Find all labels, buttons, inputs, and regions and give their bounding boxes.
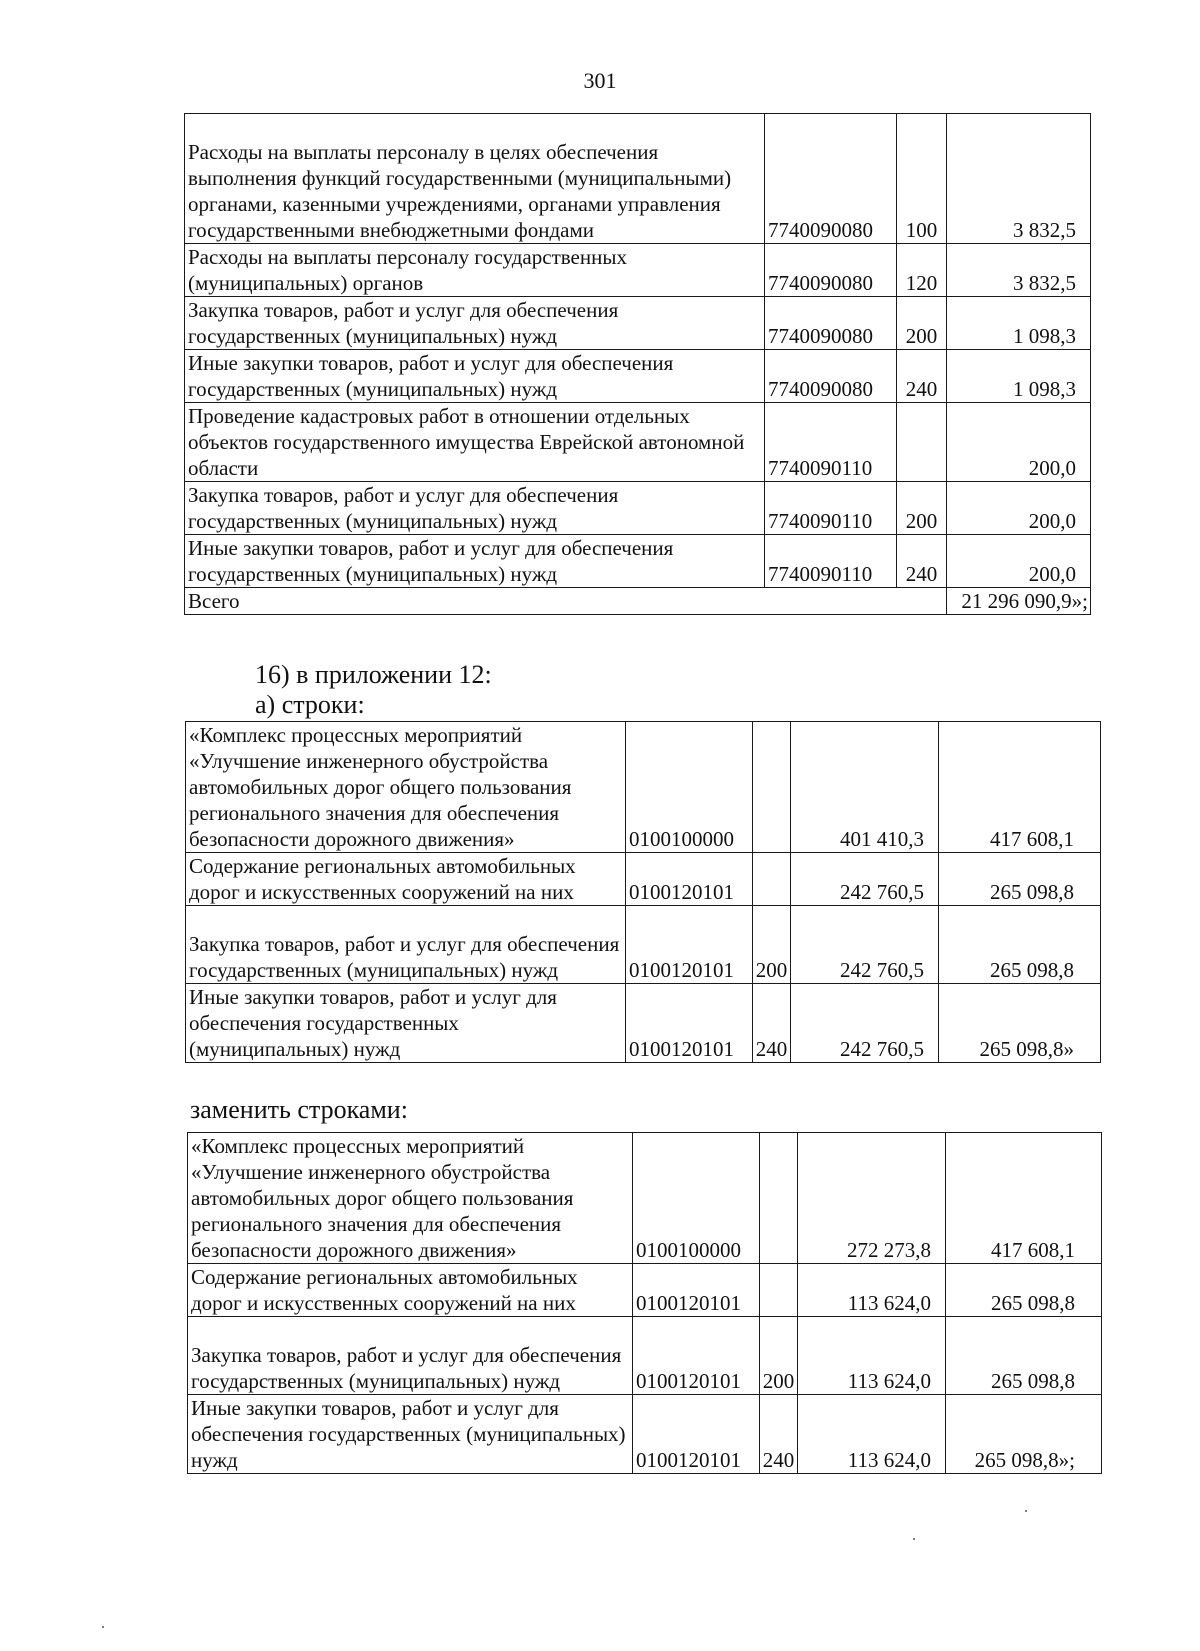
row-vr: 120 <box>897 244 947 297</box>
row-year1: 113 624,0 <box>798 1317 946 1395</box>
row-name: Проведение кадастровых работ в отношении отдельных объектов государственного имущества Еврейской автономной области <box>185 403 765 482</box>
row-code: 0100120101 <box>633 1395 760 1474</box>
row-year2: 265 098,8 <box>946 1264 1102 1317</box>
row-name: Закупка товаров, работ и услуг для обеспечения государственных (муниципальных) нужд <box>185 297 765 350</box>
table-row <box>186 984 1101 1063</box>
row-year2: 265 098,8 <box>939 906 1101 984</box>
row-name: Иные закупки товаров, работ и услуг для обеспечения государственных (муниципальных) нужд <box>185 535 765 588</box>
table-row <box>185 350 1091 403</box>
row-year1: 401 410,3 <box>791 722 939 853</box>
row-code: 7740090110 <box>765 535 897 588</box>
table-row <box>188 1395 1102 1474</box>
row-name: Иные закупки товаров, работ и услуг для обеспечения государственных (муниципальных) нужд <box>186 984 626 1063</box>
row-code: 0100120101 <box>626 906 753 984</box>
row-name: «Комплекс процессных мероприятий «Улучшение инженерного обустройства автомобильных дорог общего пользования регионального значения для обеспечения безопасности дорожного движения» <box>188 1133 633 1264</box>
row-sum: 3 832,5 <box>947 244 1091 297</box>
row-vr <box>753 853 791 906</box>
row-code: 0100120101 <box>633 1264 760 1317</box>
row-code: 0100120101 <box>633 1317 760 1395</box>
row-year2: 417 608,1 <box>939 722 1101 853</box>
row-code: 0100120101 <box>626 984 753 1063</box>
table-row <box>185 297 1091 350</box>
row-year2: 265 098,8»; <box>946 1395 1102 1474</box>
table-row <box>188 1317 1102 1395</box>
page-number: 301 <box>583 68 617 93</box>
table-row <box>185 244 1091 297</box>
table-row <box>186 906 1101 984</box>
table-row <box>185 535 1091 588</box>
row-sum: 1 098,3 <box>947 297 1091 350</box>
row-name: Иные закупки товаров, работ и услуг для обеспечения государственных (муниципальных) нужд <box>185 350 765 403</box>
row-sum: 200,0 <box>947 482 1091 535</box>
row-vr: 240 <box>753 984 791 1063</box>
replace-heading: заменить строками: <box>190 1095 408 1124</box>
row-year1: 242 760,5 <box>791 906 939 984</box>
row-vr: 100 <box>897 114 947 244</box>
row-name: Расходы на выплаты персоналу государственных (муниципальных) органов <box>185 244 765 297</box>
row-year2: 265 098,8 <box>939 853 1101 906</box>
scan-speck <box>1025 1510 1027 1512</box>
row-sum: 200,0 <box>947 403 1091 482</box>
row-sum: 200,0 <box>947 535 1091 588</box>
table-row <box>186 722 1101 853</box>
row-year1: 242 760,5 <box>791 984 939 1063</box>
table-row <box>185 482 1091 535</box>
row-code: 7740090080 <box>765 297 897 350</box>
row-code: 0100120101 <box>626 853 753 906</box>
section-heading: 16) в приложении 12: <box>255 660 492 689</box>
row-name: Содержание региональных автомобильных дорог и искусственных сооружений на них <box>186 853 626 906</box>
table-total-row <box>185 588 1091 615</box>
table-row <box>186 853 1101 906</box>
row-vr: 240 <box>897 535 947 588</box>
table-row <box>188 1264 1102 1317</box>
total-value: 21 296 090,9»; <box>947 588 1091 615</box>
row-code: 7740090110 <box>765 482 897 535</box>
row-name: Закупка товаров, работ и услуг для обеспечения государственных (муниципальных) нужд <box>188 1317 633 1395</box>
row-year2: 265 098,8» <box>939 984 1101 1063</box>
row-code: 0100100000 <box>633 1133 760 1264</box>
row-name: Закупка товаров, работ и услуг для обеспечения государственных (муниципальных) нужд <box>185 482 765 535</box>
row-vr <box>760 1133 798 1264</box>
row-vr <box>760 1264 798 1317</box>
row-code: 7740090110 <box>765 403 897 482</box>
table-row <box>185 114 1091 244</box>
row-vr: 240 <box>760 1395 798 1474</box>
row-sum: 3 832,5 <box>947 114 1091 244</box>
scan-speck <box>913 1538 915 1540</box>
expenditure-table <box>184 113 1091 615</box>
table-row <box>185 403 1091 482</box>
row-vr: 200 <box>897 297 947 350</box>
row-code: 7740090080 <box>765 244 897 297</box>
original-rows-table <box>185 721 1101 1063</box>
row-code: 7740090080 <box>765 114 897 244</box>
row-year2: 265 098,8 <box>946 1317 1102 1395</box>
total-label: Всего <box>185 588 947 615</box>
replacement-rows-table <box>187 1132 1102 1474</box>
row-sum: 1 098,3 <box>947 350 1091 403</box>
row-vr: 200 <box>753 906 791 984</box>
row-vr: 200 <box>897 482 947 535</box>
row-year1: 272 273,8 <box>798 1133 946 1264</box>
table-row <box>188 1133 1102 1264</box>
row-year1: 113 624,0 <box>798 1264 946 1317</box>
row-vr: 240 <box>897 350 947 403</box>
row-name: Закупка товаров, работ и услуг для обеспечения государственных (муниципальных) нужд <box>186 906 626 984</box>
row-year1: 242 760,5 <box>791 853 939 906</box>
subsection-heading: а) строки: <box>255 690 365 719</box>
scan-speck <box>102 1626 104 1628</box>
row-year2: 417 608,1 <box>946 1133 1102 1264</box>
row-name: Расходы на выплаты персоналу в целях обеспечения выполнения функций государственными (муниципальными) органами, казенными учреждениями, органами управления государственными внебюджетными фондами <box>185 114 765 244</box>
row-vr: 200 <box>760 1317 798 1395</box>
row-year1: 113 624,0 <box>798 1395 946 1474</box>
row-vr <box>753 722 791 853</box>
row-code: 0100100000 <box>626 722 753 853</box>
row-name: Содержание региональных автомобильных дорог и искусственных сооружений на них <box>188 1264 633 1317</box>
row-vr <box>897 403 947 482</box>
row-name: Иные закупки товаров, работ и услуг для обеспечения государственных (муниципальных) нужд <box>188 1395 633 1474</box>
row-code: 7740090080 <box>765 350 897 403</box>
row-name: «Комплекс процессных мероприятий «Улучшение инженерного обустройства автомобильных дорог общего пользования регионального значения для обеспечения безопасности дорожного движения» <box>186 722 626 853</box>
